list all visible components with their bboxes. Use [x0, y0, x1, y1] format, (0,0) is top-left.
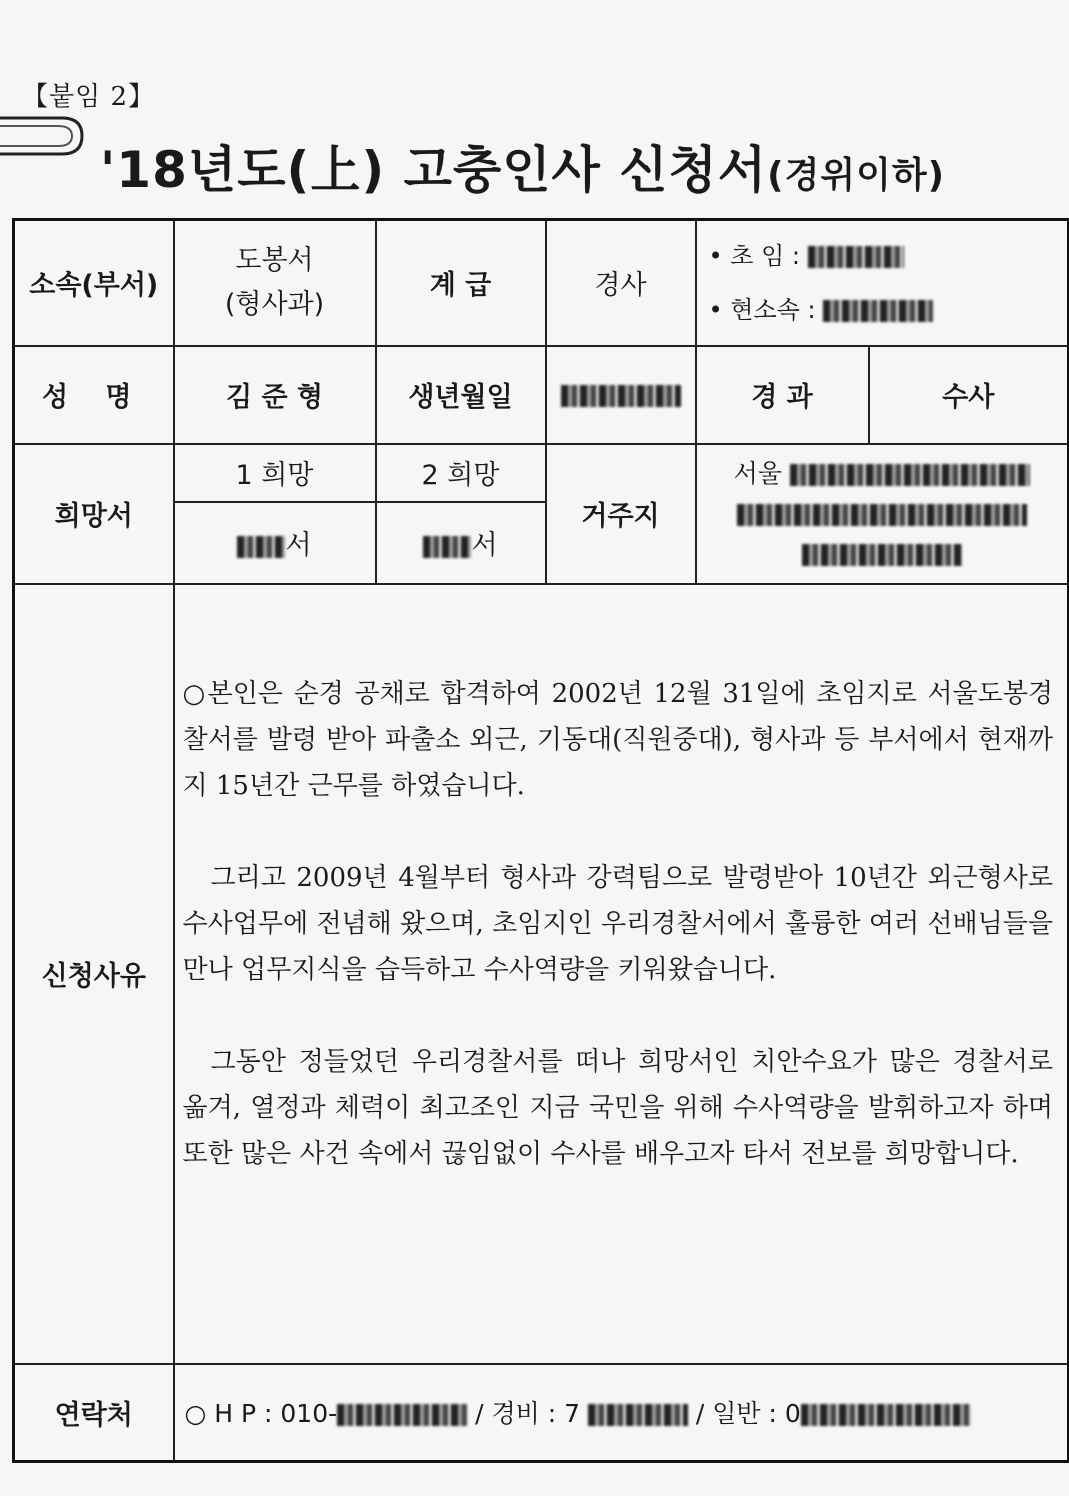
redacted-birthdate — [561, 385, 681, 407]
career-label: 경 과 — [696, 346, 869, 444]
rank-label: 계 급 — [376, 220, 546, 346]
redacted-phone-hp — [337, 1404, 467, 1426]
preference2-label: 2 희망 — [376, 444, 546, 502]
affiliation-value — [174, 220, 376, 346]
redacted-address-line2 — [737, 504, 1027, 526]
current-affiliation-label: • 현소속 : — [708, 295, 816, 324]
reason-paragraph: 그리고 2009년 4월부터 형사과 강력팀으로 발령받아 10년간 외근형사로 수사업무에 전념해 왔으며, 초임지인 우리경찰서에서 훌륭한 여러 선배님들을 만나 업무지식을 습득하고 수사역량을 키워왔습니다. — [182, 862, 1054, 985]
preference1-label: 1 희망 — [174, 444, 376, 502]
residence-city: 서울 — [733, 458, 782, 488]
form-title-main: '18년도(上) 고충인사 신청서 — [100, 141, 768, 199]
current-affiliation-row — [709, 283, 1068, 337]
attachment-label: 【붙임 2】 — [22, 82, 156, 112]
redacted-phone-general — [801, 1404, 971, 1426]
preference2-value — [376, 502, 546, 584]
preference2-suffix: 서 — [471, 530, 498, 561]
contact-label: 연락처 — [14, 1364, 174, 1462]
residence-line2 — [697, 494, 1068, 534]
application-form — [12, 218, 1069, 1463]
residence-label: 거주지 — [546, 444, 696, 584]
residence-line3 — [697, 534, 1068, 574]
reason-label: 신청사유 — [14, 584, 174, 1364]
redacted-preference2 — [423, 536, 471, 558]
redacted-address-line1 — [790, 464, 1030, 486]
rank-value: 경사 — [546, 220, 696, 346]
first-appointment-label: • 초 임 : — [708, 241, 800, 270]
redacted-first-appointment — [808, 246, 904, 268]
contact-hp-label: ○ H P : 010- — [184, 1399, 338, 1429]
contact-guard-label: / 경비 : 7 — [467, 1399, 580, 1429]
affiliation-department: (형사과) — [224, 288, 325, 320]
preference1-value — [174, 502, 376, 584]
contact-general-label: / 일반 : 0 — [687, 1399, 801, 1429]
form-title-sub: (경위이하) — [767, 155, 946, 196]
affiliation-station: 도봉서 — [235, 244, 314, 276]
form-title — [100, 130, 945, 202]
redacted-address-line3 — [802, 544, 962, 566]
first-appointment-row — [709, 229, 1068, 283]
contact-value — [174, 1364, 1069, 1462]
career-value: 수사 — [869, 346, 1069, 444]
residence-line1 — [697, 454, 1068, 494]
affiliation-label: 소속(부서) — [14, 220, 174, 346]
paper-clip-icon — [0, 108, 88, 166]
preference1-suffix: 서 — [285, 530, 312, 561]
reason-body — [174, 584, 1069, 1364]
birthdate-label: 생년월일 — [376, 346, 546, 444]
redacted-preference1 — [237, 536, 285, 558]
redacted-phone-guard — [588, 1404, 688, 1426]
preference-label: 희망서 — [14, 444, 174, 584]
reason-paragraph: ○본인은 순경 공채로 합격하여 2002년 12월 31일에 초임지로 서울도봉경찰서를 발령 받아 파출소 외근, 기동대(직원중대), 형사과 등 부서에서 현재까지 15년간 근무를 하였습니다. — [182, 678, 1054, 801]
name-label: 성 명 — [14, 346, 174, 444]
name-value: 김 준 형 — [174, 346, 376, 444]
appointment-info — [696, 220, 1069, 346]
reason-paragraph: 그동안 정들었던 우리경찰서를 떠나 희망서인 치안수요가 많은 경찰서로 옮겨, 열정과 체력이 최고조인 지금 국민을 위해 수사역량을 발휘하고자 하며 또한 많은 사건 속에서 끊임없이 수사를 배우고자 타서 전보를 희망합니다. — [182, 1046, 1054, 1169]
residence-value — [696, 444, 1069, 584]
redacted-current-affiliation — [823, 300, 933, 322]
birthdate-value — [546, 346, 696, 444]
